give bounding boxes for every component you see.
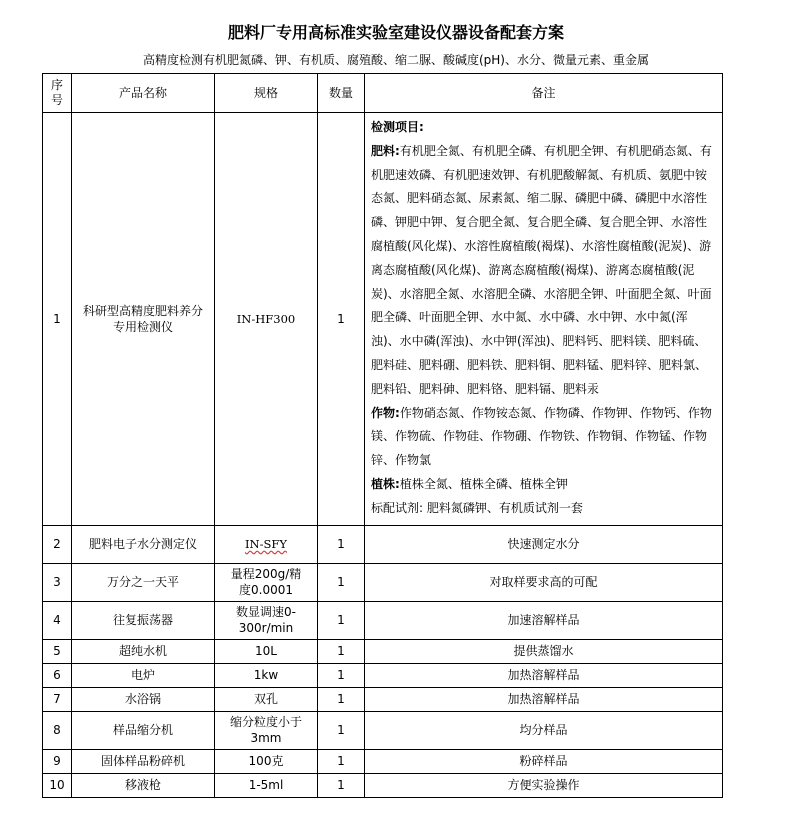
- table-row: [43, 601, 723, 639]
- row-qty: 1: [318, 711, 365, 749]
- row-note: 均分样品: [365, 711, 723, 749]
- row-spec: 量程200g/精度0.0001: [215, 563, 318, 601]
- header-seq: 序号: [43, 74, 72, 113]
- fertilizer-label: 肥料:: [371, 143, 400, 158]
- crop-label: 作物:: [371, 405, 400, 420]
- row-qty: 1: [318, 749, 365, 773]
- row-name: 固体样品粉碎机: [72, 749, 215, 773]
- row-name: 移液枪: [72, 773, 215, 797]
- row-spec: 10L: [215, 639, 318, 663]
- row-note: 方便实验操作: [365, 773, 723, 797]
- row-spec: 缩分粒度小于3mm: [215, 711, 318, 749]
- row-seq: 1: [43, 113, 72, 526]
- row-qty: 1: [318, 663, 365, 687]
- header-spec: 规格: [215, 74, 318, 113]
- row-seq: 9: [43, 749, 72, 773]
- row-note: 加热溶解样品: [365, 663, 723, 687]
- table-row: [43, 663, 723, 687]
- fertilizer-items: 有机肥全氮、有机肥全磷、有机肥全钾、有机肥硝态氮、有机肥速效磷、有机肥速效钾、有机肥酸解氮、有机质、氨肥中铵态氮、肥料硝态氮、尿素氮、缩二脲、磷肥中磷、磷肥中水溶性磷、钾肥中钾、复合肥全氮、复合肥全磷、复合肥全钾、水溶性腐植酸(风化煤)、水溶性腐植酸(褐煤)、水溶性腐植酸(泥炭)、游离态腐植酸(风化煤)、游离态腐植酸(褐煤)、游离态腐植酸(泥炭)、水溶肥全氮、水溶肥全磷、水溶肥全钾、叶面肥全氮、叶面肥全磷、叶面肥全钾、水中氮、水中磷、水中钾、水中氮(浑浊)、水中磷(浑浊)、水中钾(浑浊)、肥料钙、肥料镁、肥料硫、肥料硅、肥料硼、肥料铁、肥料铜、肥料锰、肥料锌、肥料氯、肥料铅、肥料砷、肥料铬、肥料镉、肥料汞: [371, 143, 712, 396]
- row-note: 加热溶解样品: [365, 687, 723, 711]
- row-spec: 双孔: [215, 687, 318, 711]
- plant-paragraph: [371, 473, 716, 497]
- row-seq: 4: [43, 601, 72, 639]
- row-note: 提供蒸馏水: [365, 639, 723, 663]
- table-row: [43, 687, 723, 711]
- table-row: [43, 711, 723, 749]
- row-spec: 100克: [215, 749, 318, 773]
- table-row: [43, 639, 723, 663]
- equipment-table: [42, 73, 723, 798]
- row-name: 往复振荡器: [72, 601, 215, 639]
- row-spec: IN-HF300: [215, 113, 318, 526]
- row-seq: 8: [43, 711, 72, 749]
- row-qty: 1: [318, 113, 365, 526]
- row-seq: 10: [43, 773, 72, 797]
- plant-label: 植株:: [371, 476, 400, 491]
- row-name: 水浴锅: [72, 687, 215, 711]
- crop-paragraph: [371, 402, 716, 473]
- header-note: 备注: [365, 74, 723, 113]
- row-name: 万分之一天平: [72, 563, 215, 601]
- row-seq: 2: [43, 525, 72, 563]
- row-name: 样品缩分机: [72, 711, 215, 749]
- detection-items-cell: [365, 113, 723, 526]
- row-qty: 1: [318, 525, 365, 563]
- header-qty: 数量: [318, 74, 365, 113]
- row-name: 超纯水机: [72, 639, 215, 663]
- table-row: [43, 563, 723, 601]
- row-note: 对取样要求高的可配: [365, 563, 723, 601]
- crop-items: 作物硝态氮、作物铵态氮、作物磷、作物钾、作物钙、作物镁、作物硫、作物硅、作物硼、作物铁、作物铜、作物锰、作物锌、作物氯: [371, 405, 712, 468]
- table-row: [43, 749, 723, 773]
- header-name: 产品名称: [72, 74, 215, 113]
- row-note: 加速溶解样品: [365, 601, 723, 639]
- table-row: [43, 525, 723, 563]
- table-header-row: [43, 74, 723, 113]
- row-spec: [215, 525, 318, 563]
- row-note: 粉碎样品: [365, 749, 723, 773]
- row-qty: 1: [318, 639, 365, 663]
- document-title: 肥料厂专用高标准实验室建设仪器设备配套方案: [227, 23, 564, 42]
- row-spec: 1kw: [215, 663, 318, 687]
- row-seq: 6: [43, 663, 72, 687]
- row-name: 科研型高精度肥料养分专用检测仪: [72, 113, 215, 526]
- row-name: 电炉: [72, 663, 215, 687]
- document-subtitle: 高精度检测有机肥氮磷、钾、有机质、腐殖酸、缩二脲、酸碱度(pH)、水分、微量元素、重金属: [142, 53, 649, 67]
- fertilizer-paragraph: [371, 140, 716, 402]
- table-row: [43, 113, 723, 526]
- row-name: 肥料电子水分测定仪: [72, 525, 215, 563]
- row-spec-text: IN-SFY: [245, 537, 287, 552]
- reagent-line: 标配试剂: 肥料氮磷钾、有机质试剂一套: [371, 500, 583, 515]
- row-qty: 1: [318, 601, 365, 639]
- row-spec: 1-5ml: [215, 773, 318, 797]
- plant-items: 植株全氮、植株全磷、植株全钾: [399, 476, 568, 491]
- row-seq: 7: [43, 687, 72, 711]
- row-note: 快速测定水分: [365, 525, 723, 563]
- row-qty: 1: [318, 687, 365, 711]
- row-qty: 1: [318, 773, 365, 797]
- row-seq: 5: [43, 639, 72, 663]
- row-qty: 1: [318, 563, 365, 601]
- table-row: [43, 773, 723, 797]
- detection-heading: 检测项目:: [371, 120, 424, 134]
- row-spec: 数显调速0-300r/min: [215, 601, 318, 639]
- row-seq: 3: [43, 563, 72, 601]
